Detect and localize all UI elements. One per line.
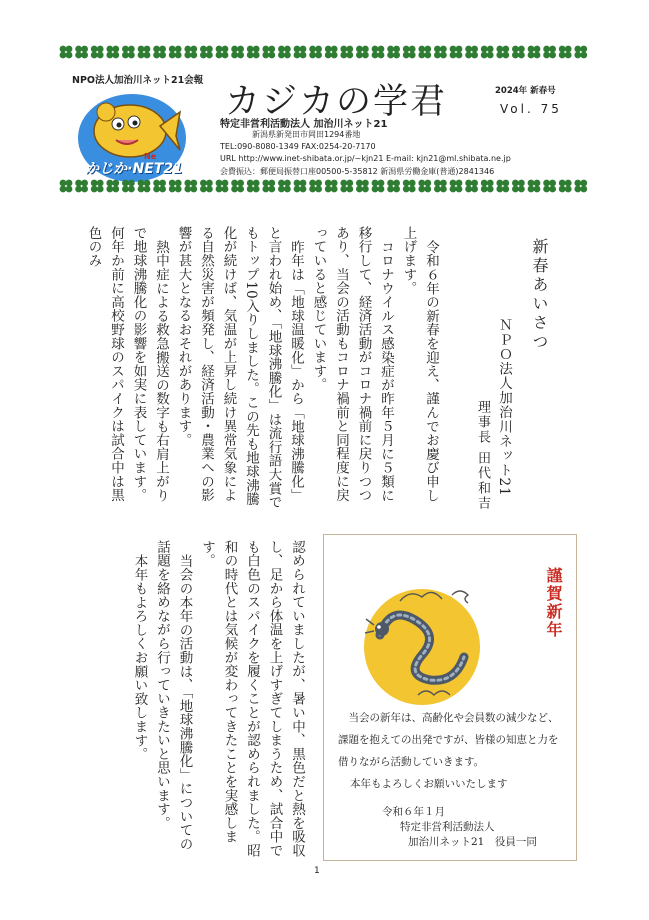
dragon-illustration (360, 565, 490, 715)
clover-leaf (372, 180, 385, 193)
clover-leaf (247, 180, 260, 193)
clover-leaf (559, 46, 572, 59)
clover-leaf (60, 180, 73, 193)
clover-leaf (278, 180, 291, 193)
clover-leaf (138, 180, 151, 193)
clover-leaf (434, 180, 447, 193)
clover-leaf (184, 46, 197, 59)
clover-leaf (559, 180, 572, 193)
clover-leaf (481, 46, 494, 59)
clover-leaf (262, 46, 275, 59)
card-wish: 本年もよろしくお願いいたします (350, 778, 508, 790)
article-body-bottom (108, 540, 308, 858)
volume-number: Vol. 75 (500, 102, 562, 116)
kinga-shinnen: 謹賀新年 (544, 567, 563, 639)
paragraph-3: 昨年は「地球温暖化」から「地球沸騰化」と言われ始め、「地球沸騰化」は流行語大賞でもトップ10入りしました。この先も地球沸騰化が続けば、気温が上昇し続け異常気象による自然災害が頻発し、経済活動・農業への影響が甚大となるおそれがあります。 (175, 226, 304, 510)
clover-leaf (138, 46, 151, 59)
clover-leaf (75, 46, 88, 59)
card-org-line2: 加治川ネット21 役員一同 (408, 836, 537, 848)
article-heading: 新春あいさつ (530, 238, 549, 352)
bank-info: 会費振込：郵便局振替口座00500-5-35812 新潟県労働金庫(普通)2841346 (220, 167, 495, 176)
clover-leaf (122, 180, 135, 193)
clover-leaf (387, 180, 400, 193)
clover-leaf (325, 180, 338, 193)
mascot-logo (72, 86, 192, 186)
clover-leaf (496, 180, 509, 193)
tel-fax: TEL:090-8080-1349 FAX:0254-20-7170 (220, 142, 376, 151)
clover-leaf (153, 46, 166, 59)
author-name: 理事長 田代和吉 (475, 400, 490, 512)
paragraph-4: 熱中症による救急搬送の数字も右肩上がりで地球沸騰化の影響を如実に表しています。何年か前に高校野球のスパイクは試合中は黒色のみ (85, 226, 169, 502)
article-body-top (85, 226, 442, 512)
clover-leaf (153, 180, 166, 193)
paragraph-2: コロナウイルス感染症が昨年５月に５類に移行して、経済活動がコロナ禍前に戻りつつあり、当会の活動もコロナ禍前と同程度に戻っていると感じています。 (310, 226, 394, 502)
clover-leaf (169, 180, 182, 193)
mascot-badge: Ne (144, 152, 157, 161)
clover-leaf (481, 180, 494, 193)
card-message: 当会の新年は、高齢化や会員数の減少など、課題を抱えての出発ですが、皆様の知恵と力を借りながら活動していきます。 (338, 712, 559, 768)
clover-leaf (340, 46, 353, 59)
clover-leaf (512, 180, 525, 193)
clover-leaf (325, 46, 338, 59)
clover-leaf (184, 180, 197, 193)
org-address: 新潟県新発田市岡田1294番地 (252, 130, 361, 139)
clover-leaf (231, 46, 244, 59)
clover-leaf (106, 46, 119, 59)
clover-leaf (231, 180, 244, 193)
clover-leaf (465, 180, 478, 193)
clover-leaf (387, 46, 400, 59)
clover-leaf (247, 46, 260, 59)
clover-leaf (200, 46, 213, 59)
clover-leaf (512, 46, 525, 59)
clover-leaf (294, 46, 307, 59)
page-number: 1 (314, 866, 320, 876)
clover-leaf (216, 46, 229, 59)
org-newsletter-label: NPO法人加治川ネット21会報 (72, 75, 204, 86)
clover-leaf (91, 180, 104, 193)
paragraph-1: 令和６年の新春を迎え、謹んでお慶び申し上げます。 (400, 226, 439, 502)
clover-leaf (262, 180, 275, 193)
clover-leaf (309, 180, 322, 193)
org-name: 特定非営利活動法人 加治川ネット21 (220, 119, 388, 130)
clover-leaf (496, 46, 509, 59)
clover-leaf (216, 180, 229, 193)
url-email: URL http://www.inet-shibata.or.jp/~kjn21 E-mail: kjn21@ml.shibata.ne.jp (220, 154, 511, 163)
clover-leaf (465, 46, 478, 59)
clover-leaf (418, 180, 431, 193)
newsletter-title: カジカの学君 (225, 82, 448, 122)
clover-leaf (372, 46, 385, 59)
card-org-line1: 特定非営利活動法人 (400, 821, 495, 833)
clover-leaf (528, 180, 541, 193)
clover-leaf (309, 46, 322, 59)
clover-leaf (75, 180, 88, 193)
clover-leaf (450, 46, 463, 59)
clover-leaf (122, 46, 135, 59)
bottom-clover-border (58, 178, 594, 194)
clover-leaf (106, 180, 119, 193)
clover-leaf (403, 46, 416, 59)
paragraph-7: 本年もよろしくお願い致します。 (131, 553, 148, 761)
clover-leaf (543, 46, 556, 59)
clover-leaf (403, 180, 416, 193)
clover-leaf (574, 46, 587, 59)
clover-leaf (418, 46, 431, 59)
clover-leaf (574, 180, 587, 193)
clover-leaf (91, 46, 104, 59)
clover-leaf (543, 180, 556, 193)
clover-leaf (200, 180, 213, 193)
clover-leaf (356, 180, 369, 193)
clover-leaf (294, 180, 307, 193)
paragraph-5: 認められていましたが、暑い中、黒色だと熱を吸収し、足から体温を上げすぎてしまうため、試合中でも白色のスパイクを履くことが認められました。昭和の時代とは気候が変わってきたことを実感します。 (199, 540, 305, 858)
clover-leaf (60, 46, 73, 59)
author-org: ＮＰＯ法人加治川ネット21 (496, 318, 512, 497)
clover-leaf (356, 46, 369, 59)
clover-leaf (450, 180, 463, 193)
year-issue: 2024年 新春号 (495, 86, 556, 96)
clover-leaf (434, 46, 447, 59)
mascot-label: かじか·NET21 (85, 161, 183, 177)
paragraph-6: 当会の本年の活動は、「地球沸騰化」についての話題を絡めながら行っていきたいと思います。 (154, 540, 193, 851)
clover-leaf (340, 180, 353, 193)
top-clover-border (58, 44, 594, 60)
clover-leaf (169, 46, 182, 59)
card-date: 令和６年１月 (382, 806, 445, 818)
new-year-card (323, 534, 577, 861)
clover-leaf (278, 46, 291, 59)
clover-leaf (528, 46, 541, 59)
